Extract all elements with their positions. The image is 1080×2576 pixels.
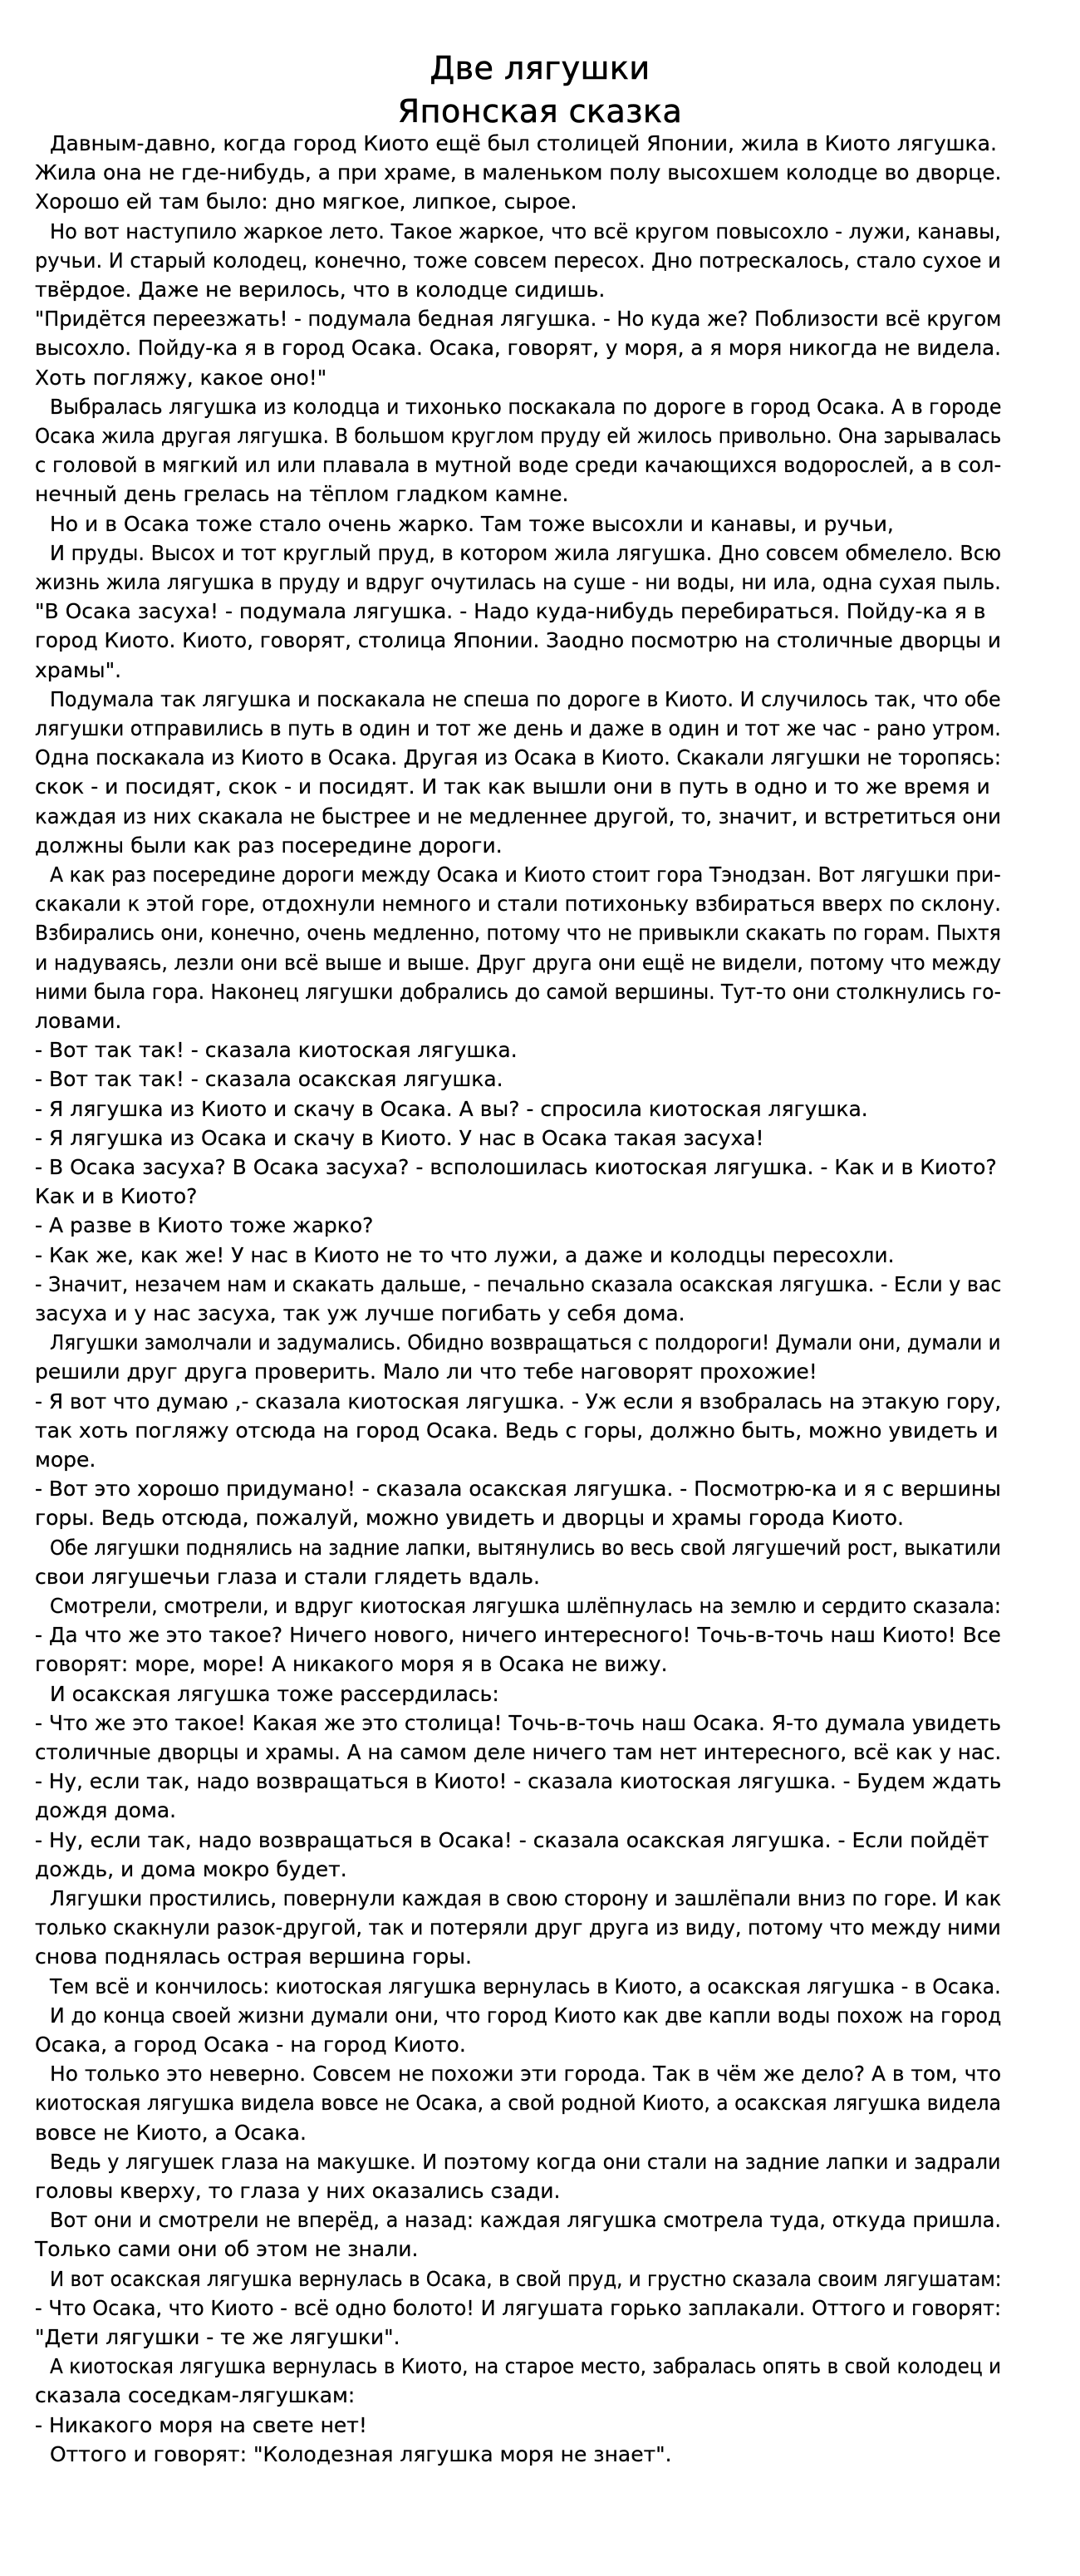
story-line: ручьи. И старый колодец, конечно, тоже совсем пересох. Дно потрескалось, стало сухое и: [35, 248, 1001, 273]
story-line: высохло. Пойду-ка я в город Осака. Осака, говорят, у моря, а я моря никогда не видела.: [35, 336, 1001, 361]
story-line: сказала соседкам-лягушкам:: [35, 2383, 356, 2408]
story-line: Хоть погляжу, какое оно!": [35, 365, 327, 390]
story-line: И вот осакская лягушка вернулась в Осака, в свой пруд, и грустно сказала своим лягушатам:: [50, 2266, 1002, 2291]
story-line: - Никакого моря на свете нет!: [35, 2412, 367, 2437]
story-line: Ведь у лягушек глаза на макушке. И поэтому когда они стали на задние лапки и задрали: [50, 2149, 1001, 2174]
story-title: Две лягушки: [430, 50, 650, 86]
story-line: твёрдое. Даже не верилось, что в колодце сидишь.: [35, 278, 606, 302]
story-line: горы. Ведь отсюда, пожалуй, можно увидеть и дворцы и храмы города Киото.: [35, 1506, 904, 1531]
story-line: лягушки отправились в путь в один и тот же день и даже в один и тот же час - рано утром.: [35, 716, 1001, 740]
story-line: Вот они и смотрели не вперёд, а назад: каждая лягушка смотрела туда, откуда пришла.: [50, 2208, 1002, 2233]
story-line: - Что же это такое! Какая же это столица! Точь-в-точь наш Осака. Я-то думала увидеть: [35, 1710, 1002, 1735]
story-line: Смотрели, смотрели, и вдруг киотоская лягушка шлёпнулась на землю и сердито сказала:: [50, 1594, 1001, 1618]
story-line: Оттого и говорят: "Колодезная лягушка моря не знает".: [50, 2441, 672, 2466]
story-line: Подумала так лягушка и поскакала не спеша по дороге в Киото. И случилось так, что обе: [50, 686, 1001, 711]
story-line: Но и в Осака тоже стало очень жарко. Там тоже высохли и канавы, и ручьи,: [50, 511, 894, 536]
story-line: Лягушки простились, повернули каждая в свою сторону и зашлёпали вниз по горе. И как: [50, 1886, 1002, 1910]
story-line: "Дети лягушки - те же лягушки".: [35, 2325, 400, 2349]
story-line: каждая из них скакала не быстрее и не медленнее другой, то, значит, и встретиться они: [35, 804, 1001, 828]
story-line: скок - и посидят, скок - и посидят. И так как вышли они в путь в одно и то же время и: [35, 774, 990, 799]
story-line: И пруды. Высох и тот круглый пруд, в котором жила лягушка. Дно совсем обмелело. Всю: [50, 540, 1002, 565]
story-subtitle: Японская сказка: [397, 93, 683, 130]
story-line: дождь, и дома мокро будет.: [35, 1856, 347, 1881]
story-line: - Что Осака, что Киото - всё одно болото! И лягушата горько заплакали. Оттого и говорят:: [35, 2295, 1002, 2320]
story-line: - Я лягушка из Киото и скачу в Осака. А вы? - спросила киотоская лягушка.: [35, 1096, 868, 1121]
story-line: - Вот это хорошо придумано! - сказала осакская лягушка. - Посмотрю-ка и я с вершины: [35, 1477, 1001, 1502]
story-line: - А разве в Киото тоже жарко?: [35, 1213, 374, 1238]
story-line: - Значит, незачем нам и скакать дальше, - печально сказала осакская лягушка. - Если у вас: [35, 1271, 1002, 1296]
story-line: - Ну, если так, надо возвращаться в Осака! - сказала осакская лягушка. - Если пойдёт: [35, 1827, 989, 1852]
story-line: столичные дворцы и храмы. А на самом деле ничего там нет интересного, всё как у нас.: [35, 1740, 1002, 1764]
story-line: жизнь жила лягушка в пруду и вдруг очутилась на суше - ни воды, ни ила, одна сухая пыль.: [35, 570, 1001, 594]
story-line: "В Осака засуха! - подумала лягушка. - Надо куда-нибудь перебираться. Пойду-ка я в: [35, 599, 986, 624]
story-line: Но вот наступило жаркое лето. Такое жаркое, что всё кругом повысохло - лужи, канавы,: [50, 219, 1001, 243]
story-line: "Придётся переезжать! - подумала бедная лягушка. - Но куда же? Поблизости всё кругом: [35, 307, 1002, 332]
story-line: Хорошо ей там было: дно мягкое, липкое, сырое.: [35, 189, 577, 214]
story-line: - Ну, если так, надо возвращаться в Киото! - сказала киотоская лягушка. - Будем ждать: [35, 1769, 1002, 1794]
story-line: А киотоская лягушка вернулась в Киото, на старое место, забралась опять в свой колодец и: [50, 2354, 1002, 2379]
story-line: Осака, а город Осака - на город Киото.: [35, 2033, 466, 2057]
story-line: Осака жила другая лягушка. В большом круглом пруду ей жилось привольно. Она зарывалась: [35, 424, 1002, 448]
story-line: засуха и у нас засуха, так уж лучше погибать у себя дома.: [35, 1301, 685, 1325]
story-line: город Киото. Киото, говорят, столица Японии. Заодно посмотрю на столичные дворцы и: [35, 628, 1001, 653]
story-line: - Да что же это такое? Ничего нового, ничего интересного! Точь-в-точь наш Киото! Все: [35, 1623, 1001, 1648]
story-line: говорят: море, море! А никакого моря я в Осака не вижу.: [35, 1652, 668, 1677]
story-line: снова поднялась острая вершина горы.: [35, 1944, 472, 1969]
story-line: решили друг друга проверить. Мало ли что тебе наговорят прохожие!: [35, 1359, 817, 1384]
story-line: И до конца своей жизни думали они, что город Киото как две капли воды похож на город: [50, 2003, 1002, 2028]
story-line: нечный день грелась на тёплом гладком камне.: [35, 482, 569, 507]
story-line: Взбирались они, конечно, очень медленно, потому что не привыкли скакать по горам. Пыхтя: [35, 921, 1001, 946]
story-line: должны были как раз посередине дороги.: [35, 833, 503, 858]
story-line: вовсе не Киото, а Осака.: [35, 2120, 307, 2145]
story-line: храмы".: [35, 657, 122, 682]
story-line: Давным-давно, когда город Киото ещё был столицей Японии, жила в Киото лягушка.: [50, 131, 997, 155]
story-line: только скакнули разок-другой, так и потеряли друг друга из виду, потому что между ними: [35, 1915, 1001, 1940]
story-line: Но только это неверно. Совсем не похожи эти города. Так в чём же дело? А в том, что: [50, 2062, 1002, 2087]
story-line: Обе лягушки поднялись на задние лапки, вытянулись во весь свой лягушечий рост, выкатили: [50, 1535, 1001, 1560]
story-line: скакали к этой горе, отдохнули немного и стали потихоньку взбираться вверх по склону.: [35, 892, 1001, 917]
story-line: - В Осака засуха? В Осака засуха? - всполошилась киотоская лягушка. - Как и в Киото?: [35, 1155, 997, 1179]
story-line: свои лягушечьи глаза и стали глядеть вдаль.: [35, 1564, 540, 1589]
story-line: с головой в мягкий ил или плавала в мутной воде среди качающихся водорослей, а в сол-: [35, 453, 1002, 478]
story-line: - Вот так так! - сказала киотоская лягушка.: [35, 1038, 518, 1063]
story-line: ними была гора. Наконец лягушки добрались до самой вершины. Тут-то они столкнулись го-: [35, 979, 1001, 1004]
story-line: море.: [35, 1448, 96, 1472]
story-line: Выбралась лягушка из колодца и тихонько поскакала по дороге в город Осака. А в городе: [50, 394, 1002, 419]
story-line: дождя дома.: [35, 1798, 177, 1823]
story-line: Как и в Киото?: [35, 1184, 198, 1209]
story-line: - Вот так так! - сказала осакская лягушка.: [35, 1067, 503, 1092]
story-line: - Как же, как же! У нас в Киото не то что лужи, а даже и колодцы пересохли.: [35, 1242, 895, 1267]
story-line: Одна поскакала из Киото в Осака. Другая из Осака в Киото. Скакали лягушки не торопясь:: [35, 745, 1001, 770]
story-line: А как раз посередине дороги между Осака и Киото стоит гора Тэнодзан. Вот лягушки при-: [50, 863, 1001, 887]
story-line: так хоть погляжу отсюда на город Осака. Ведь с горы, должно быть, можно увидеть и: [35, 1418, 999, 1443]
story-line: Жила она не где-нибудь, а при храме, в маленьком полу высохшем колодце во дворце.: [35, 160, 1002, 185]
story-line: Лягушки замолчали и задумались. Обидно возвращаться с полдороги! Думали они, думали и: [50, 1330, 1001, 1355]
story-line: головы кверху, то глаза у них оказались сзади.: [35, 2179, 561, 2203]
story-line: и надуваясь, лезли они всё выше и выше. Друг друга они ещё не видели, потому что между: [35, 950, 1002, 975]
story-line: - Я лягушка из Осака и скачу в Киото. У нас в Осака такая засуха!: [35, 1125, 764, 1150]
story-line: - Я вот что думаю ,- сказала киотоская лягушка. - Уж если я взобралась на этакую гору,: [35, 1389, 1002, 1413]
story-line: И осакская лягушка тоже рассердилась:: [50, 1681, 499, 1706]
story-line: киотоская лягушка видела вовсе не Осака, а свой родной Киото, а осакская лягушка видела: [35, 2091, 1001, 2116]
story-line: Тем всё и кончилось: киотоская лягушка вернулась в Киото, а осакская лягушка - в Осака.: [50, 1974, 1001, 1998]
story-line: ловами.: [35, 1009, 122, 1033]
story-line: Только сами они об этом не знали.: [35, 2237, 419, 2262]
